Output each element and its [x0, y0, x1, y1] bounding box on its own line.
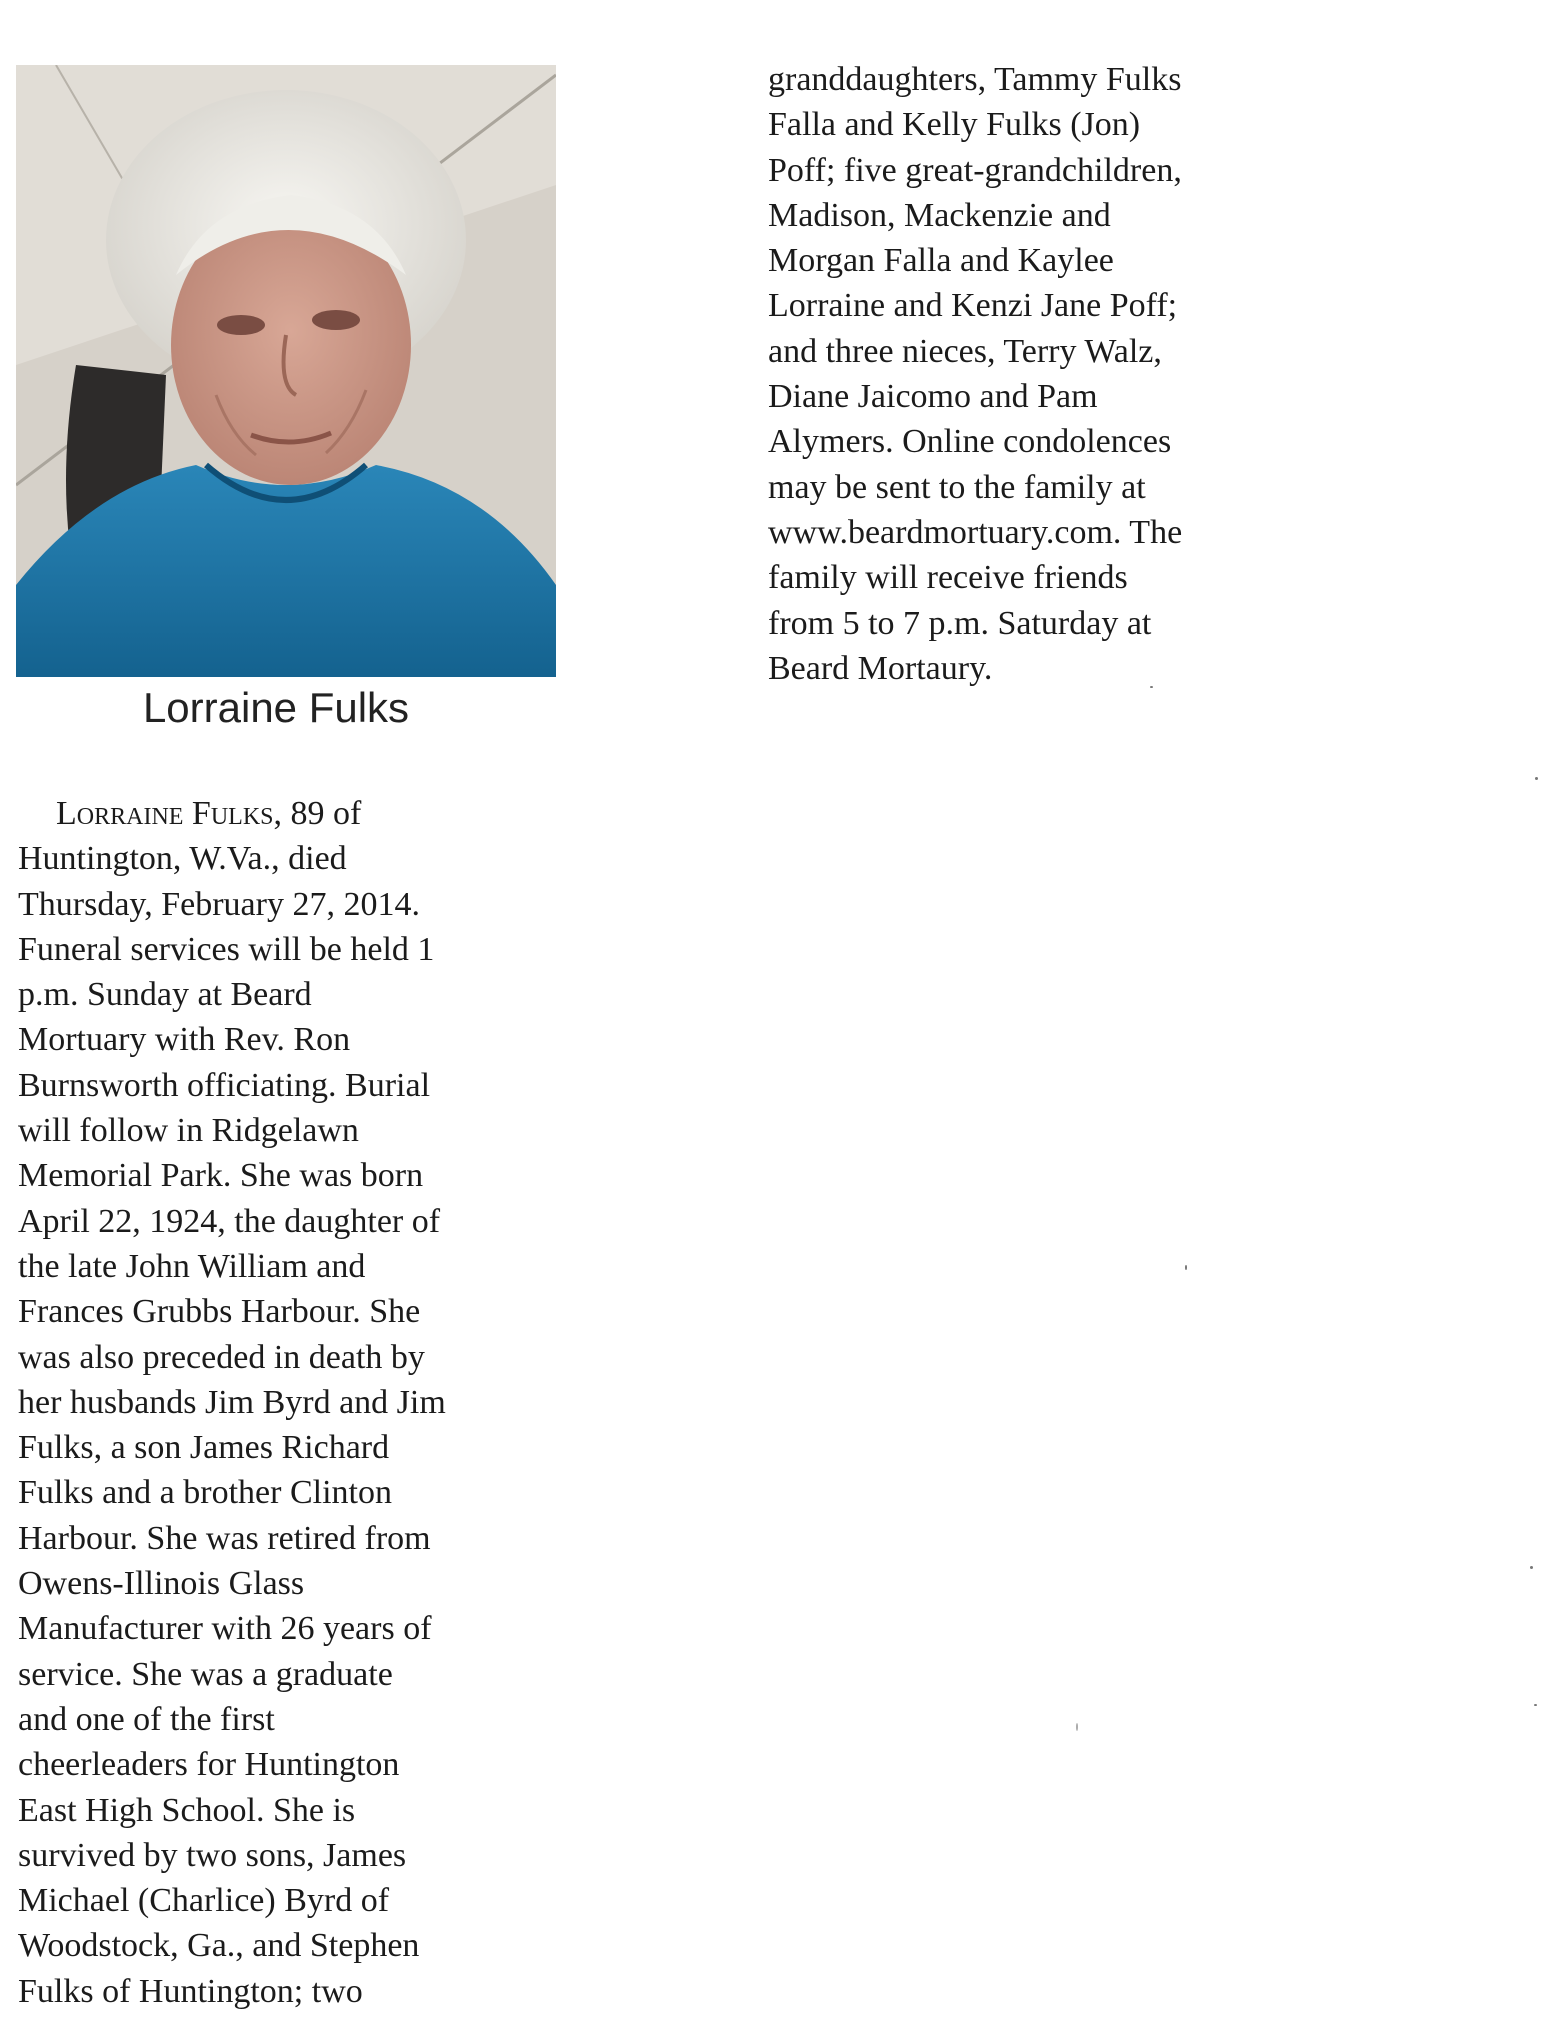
obituary-line: Harbour. She was retired from: [18, 1519, 431, 1557]
obituary-line: was also preceded in death by: [18, 1338, 425, 1376]
obituary-line: the late John William and: [18, 1247, 366, 1285]
obituary-line: cheerleaders for Huntington: [18, 1746, 400, 1784]
obituary-line: will follow in Ridgelawn: [18, 1112, 359, 1150]
obituary-column-left: [18, 791, 558, 2014]
obituary-line: Falla and Kelly Fulks (Jon): [768, 106, 1141, 144]
obituary-column-right: [768, 57, 1288, 691]
obituary-line: Thursday, February 27, 2014.: [18, 885, 420, 923]
obituary-line: Diane Jaicomo and Pam: [768, 378, 1098, 416]
obituary-line: survived by two sons, James: [18, 1836, 407, 1874]
obituary-line: Beard Mortaury.: [768, 649, 993, 687]
obituary-line: Mortuary with Rev. Ron: [18, 1021, 351, 1059]
obituary-line: p.m. Sunday at Beard: [18, 976, 312, 1014]
photo-caption: Lorraine Fulks: [142, 684, 410, 731]
obituary-line: April 22, 1924, the daughter of: [18, 1202, 441, 1240]
obituary-line: and three nieces, Terry Walz,: [768, 332, 1162, 370]
scan-speck: [1535, 777, 1538, 780]
obituary-line: Frances Grubbs Harbour. She: [18, 1293, 421, 1331]
obituary-line: from 5 to 7 p.m. Saturday at: [768, 604, 1152, 642]
obituary-line: Funeral services will be held 1: [18, 930, 435, 968]
obituary-line: and one of the first: [18, 1700, 275, 1738]
obituary-line: Morgan Falla and Kaylee: [768, 242, 1114, 280]
obituary-line: Memorial Park. She was born: [18, 1157, 424, 1195]
obituary-line: Manufacturer with 26 years of: [18, 1610, 432, 1648]
scan-speck: [1076, 1723, 1078, 1731]
deceased-name: Lorraine Fulks: [56, 795, 274, 832]
obituary-line: service. She was a graduate: [18, 1655, 393, 1693]
obituary-line: may be sent to the family at: [768, 468, 1146, 506]
obituary-line: Huntington, W.Va., died: [18, 840, 347, 878]
obituary-line: Alymers. Online condolences: [768, 423, 1172, 461]
obituary-line: Fulks of Huntington; two: [18, 1972, 363, 2010]
obituary-line: her husbands Jim Byrd and Jim: [18, 1383, 446, 1421]
obituary-line: East High School. She is: [18, 1791, 356, 1829]
obituary-line: Woodstock, Ga., and Stephen: [18, 1927, 420, 1965]
scan-speck: [1185, 1265, 1187, 1270]
scan-speck: [1534, 1704, 1537, 1706]
obituary-line: Michael (Charlice) Byrd of: [18, 1882, 390, 1920]
portrait-photo: [16, 65, 556, 677]
obituary-line: Lorraine Fulks, 89 of: [56, 795, 362, 832]
obituary-line: Burnsworth officiating. Burial: [18, 1066, 431, 1104]
obituary-line: granddaughters, Tammy Fulks: [768, 61, 1182, 98]
portrait-image: [16, 65, 556, 677]
obituary-line: Fulks and a brother Clinton: [18, 1474, 392, 1512]
obituary-line: Poff; five great-grandchildren,: [768, 151, 1182, 189]
scan-speck: [1530, 1566, 1533, 1569]
scan-speck: [1150, 686, 1153, 688]
obituary-line: Madison, Mackenzie and: [768, 196, 1111, 234]
obituary-line: Owens-Illinois Glass: [18, 1565, 305, 1603]
obituary-line: Fulks, a son James Richard: [18, 1429, 390, 1467]
obituary-line: Lorraine and Kenzi Jane Poff;: [768, 287, 1178, 325]
obituary-line: www.beardmortuary.com. The: [768, 513, 1183, 551]
obituary-line: family will receive friends: [768, 559, 1128, 597]
